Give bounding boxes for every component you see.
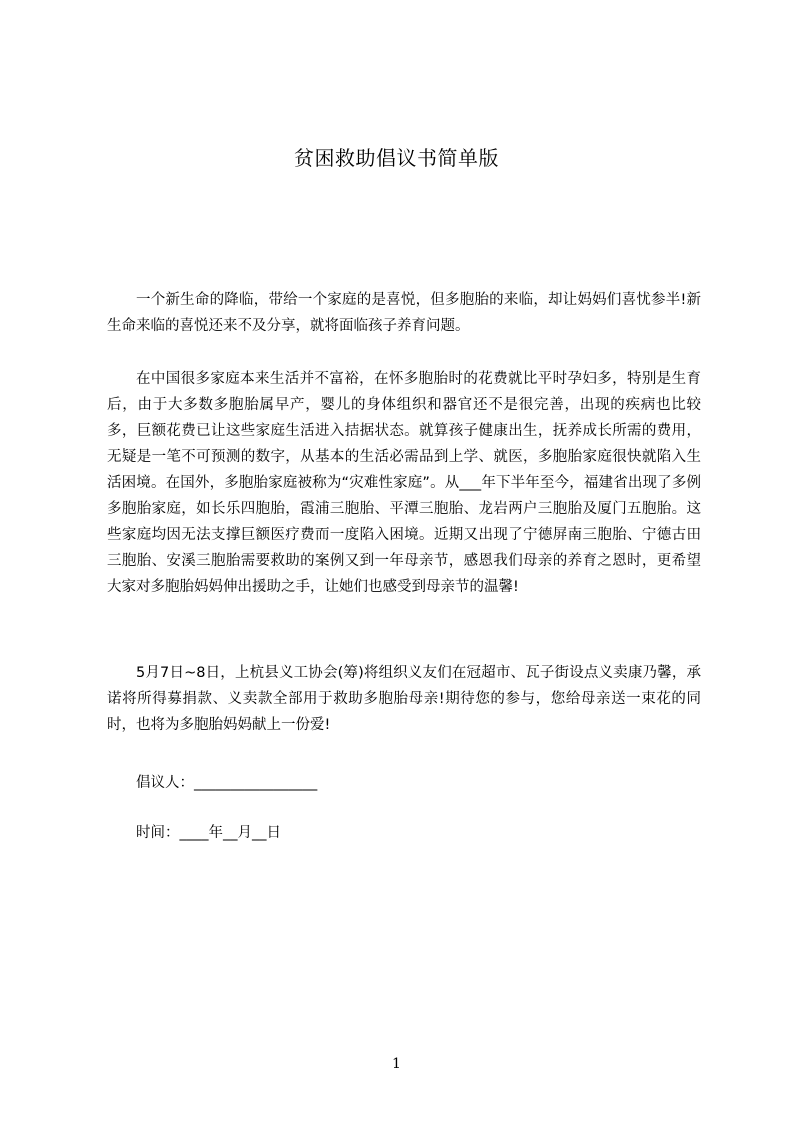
document-title: 贫困救助倡议书简单版 (294, 146, 499, 170)
paragraph-text: 5月7日~8日，上杭县义工协会(筹)将组织义友们在冠超市、瓦子街设点义卖康乃馨，承诺将所得募捐款、义卖款全部用于救助多胞胎母亲!期待您的参与，您给母亲送一束花的同时，也将为多胞胎妈妈献上一份爱! (107, 665, 701, 733)
paragraph-3 (107, 660, 701, 738)
paragraph-text: 一个新生命的降临，带给一个家庭的是喜悦，但多胞胎的来临，却让妈妈们喜忧参半!新生命来临的喜悦还来不及分享，就将面临孩子养育问题。 (107, 292, 701, 334)
paragraph-2 (107, 366, 701, 600)
paragraph-1 (107, 287, 701, 339)
page-number: 1 (392, 1056, 401, 1072)
paragraph-text: 在中国很多家庭本来生活并不富裕，在怀多胞胎时的花费就比平时孕妇多，特别是生育后，由于大多数多胞胎属早产，婴儿的身体组织和器官还不是很完善，出现的疾病也比较多，巨额花费已让这些家庭生活进入拮据状态。就算孩子健康出生，抚养成长所需的费用，无疑是一笔不可预测的数字，从基本的生活必需品到上学、就医，多胞胎家庭很快就陷入生活困境。在国外，多胞胎家庭被称为“灾难性家庭”。从___年下半年至今，福建省出现了多例多胞胎家庭，如长乐四胞胎，霞浦三胞胎、平潭三胞胎、龙岩两户三胞胎及厦门五胞胎。这些家庭均因无法支撑巨额医疗费而一度陷入困境。近期又出现了宁德屏南三胞胎、宁德古田三胞胎、安溪三胞胎需要救助的案例又到一年母亲节，感恩我们母亲的养育之恩时，更希望大家对多胞胎妈妈伸出援助之手，让她们也感受到母亲节的温馨! (107, 371, 701, 595)
initiator-line: 倡议人：_________________ (136, 775, 318, 791)
date-line: 时间：____年__月__日 (136, 825, 281, 841)
